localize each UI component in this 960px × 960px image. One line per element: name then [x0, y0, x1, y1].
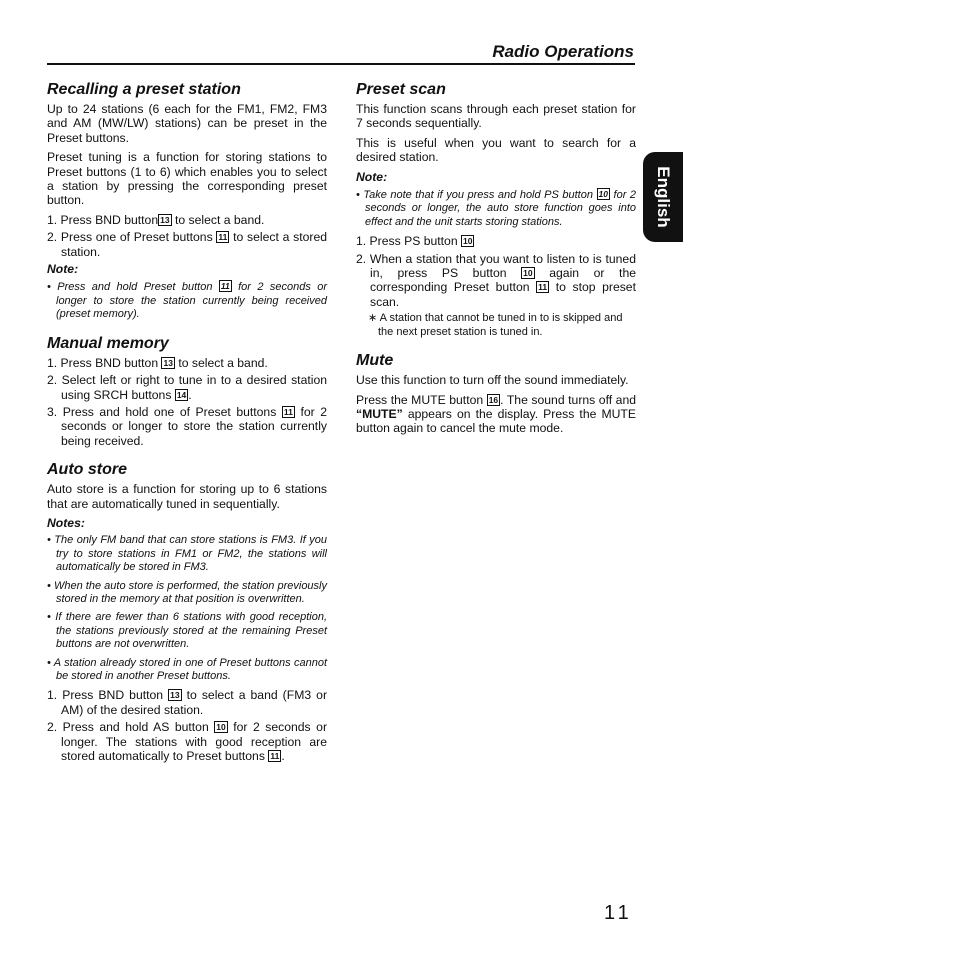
step: 1. Press BND button 13 to select a band (FM3 or AM) of the desired station.	[47, 688, 327, 717]
left-column	[47, 80, 327, 766]
page-header-title: Radio Operations	[492, 42, 634, 61]
button-ref-11: 11	[270, 751, 280, 762]
mute-display-text: “MUTE”	[356, 406, 403, 421]
button-ref-13: 13	[170, 690, 180, 701]
note-label: Note:	[47, 262, 79, 277]
paragraph: Use this function to turn off the sound immediately.	[356, 373, 629, 388]
step: 3. Press and hold one of Preset buttons 11 for 2 seconds or longer to store the station currently being received.	[47, 404, 327, 448]
button-ref-11: 11	[220, 281, 230, 292]
language-tab	[643, 152, 683, 242]
step: 2. Press and hold AS button 10 for 2 seconds or longer. The stations with good reception are stored automatically to Preset buttons 11 .	[47, 720, 328, 764]
section-heading-mute: Mute	[356, 352, 394, 370]
section-heading-manual-memory: Manual memory	[47, 334, 169, 352]
right-column	[356, 80, 636, 441]
paragraph: Auto store is a function for storing up to 6 stations that are automatically tuned in sequentially.	[47, 482, 327, 511]
paragraph: This function scans through each preset station for 7 seconds sequentially.	[356, 102, 636, 131]
note: • If there are fewer than 6 stations with good reception, the stations previously stored at the remaining Preset buttons are not overwritten.	[47, 611, 327, 651]
note: • Press and hold Preset button 11 for 2 seconds or longer to store the station currently being received (preset memory).	[47, 281, 328, 321]
step: 1. Press BND button 13 to select a band.	[47, 355, 268, 370]
sub-note: ∗ A station that cannot be tuned in to is skipped and the next preset station is tuned in.	[368, 312, 623, 338]
note-label: Note:	[356, 169, 388, 184]
button-ref-16: 16	[488, 394, 499, 405]
page-number: 11	[604, 902, 633, 924]
note: • Take note that if you press and hold PS button 10 for 2 seconds or longer, the auto store function goes into effect and the unit starts storing stations.	[356, 189, 637, 228]
header-divider	[47, 63, 635, 65]
button-ref-10: 10	[523, 268, 533, 279]
note-label: Notes:	[47, 515, 85, 530]
button-ref-11: 11	[283, 406, 293, 417]
note: • A station already stored in one of Preset buttons cannot be stored in another Preset buttons.	[47, 656, 327, 682]
language-tab-label: English	[654, 166, 673, 228]
note: • When the auto store is performed, the station previously stored in the memory at that position is overwritten.	[47, 579, 327, 605]
step: 1. Press BND button 13 to select a band.	[47, 212, 265, 227]
paragraph: This is useful when you want to search for a desired station.	[356, 135, 636, 165]
button-ref-13: 13	[163, 357, 173, 368]
section-heading-auto-store: Auto store	[47, 461, 127, 479]
button-ref-14: 14	[176, 389, 187, 400]
button-ref-11: 11	[538, 282, 548, 293]
step: 2. When a station that you want to listen to is tuned in, press PS button 10 again or the corresponding Preset button 11 to stop preset scan.	[356, 251, 637, 309]
step: 2. Select left or right to tune in to a desired station using SRCH buttons 14 .	[47, 373, 327, 402]
paragraph: Up to 24 stations (6 each for the FM1, FM2, FM3 and AM (MW/LW) stations) can be preset in the Preset buttons.	[47, 102, 327, 145]
step: 1. Press PS button 10	[356, 234, 473, 249]
step: 2. Press one of Preset buttons 11 to select a stored station.	[47, 230, 328, 259]
paragraph: Preset tuning is a function for storing stations to Preset buttons (1 to 6) which enables you to select a station by pressing the corresponding preset button.	[47, 150, 327, 208]
button-ref-10: 10	[598, 189, 608, 200]
section-heading-preset-scan: Preset scan	[356, 81, 446, 98]
note: • The only FM band that can store stations is FM3. If you try to store stations in FM1 or FM2, the stations will automatically be stored in FM3.	[47, 534, 327, 574]
paragraph: Press the MUTE button 16 . The sound turns off and “MUTE” appears on the display. Press the MUTE button again to cancel the mute mode.	[356, 392, 636, 436]
button-ref-10: 10	[463, 236, 473, 247]
button-ref-11: 11	[218, 232, 228, 243]
button-ref-13: 13	[160, 214, 170, 225]
button-ref-10: 10	[216, 722, 226, 733]
section-heading-recalling: Recalling a preset station	[47, 81, 241, 98]
